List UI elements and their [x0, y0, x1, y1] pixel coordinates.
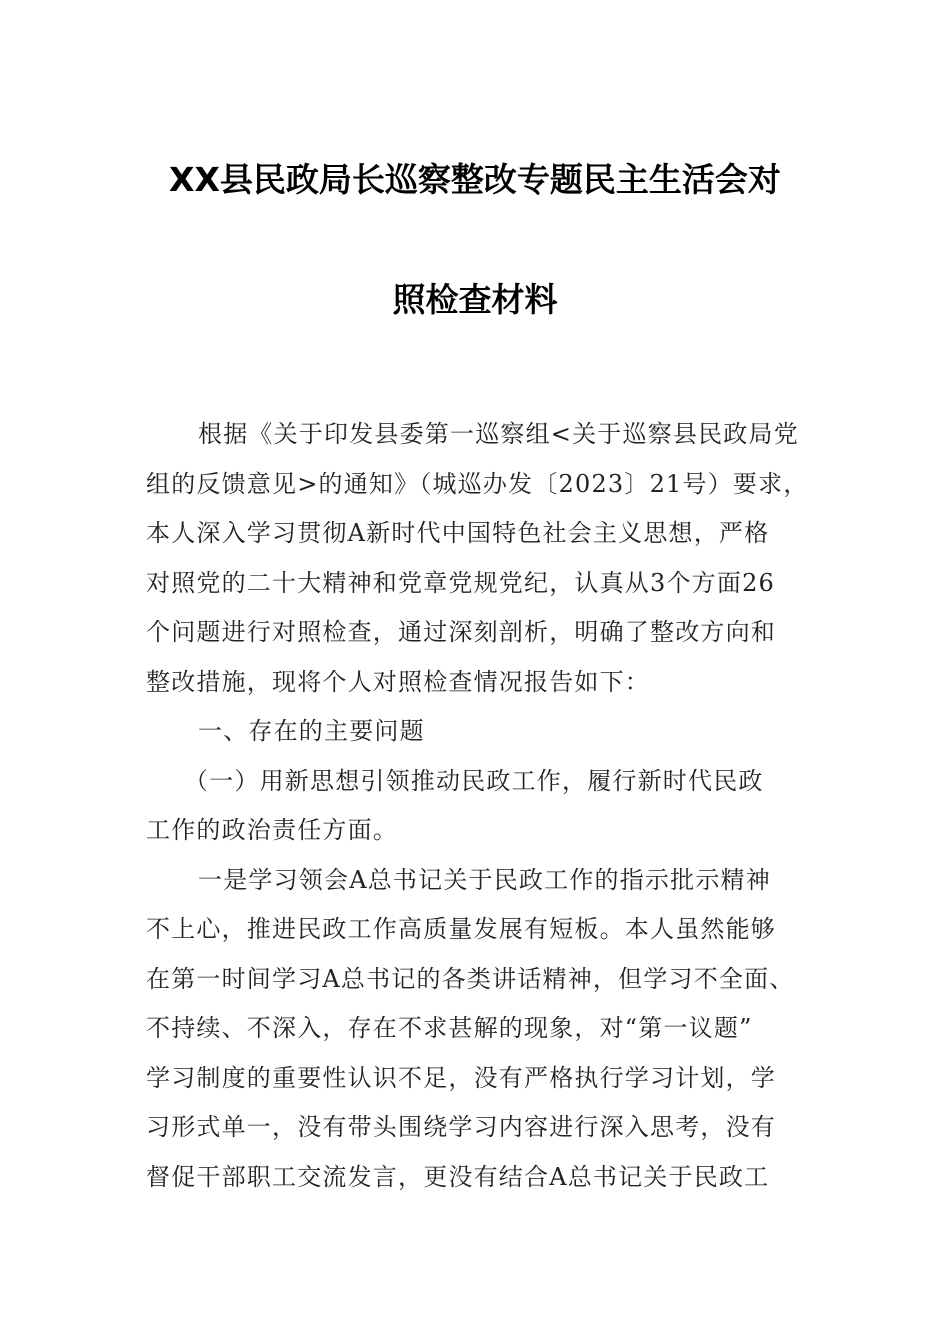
paragraph-line: 不持续、不深入，存在不求甚解的现象，对“第一议题”	[146, 1014, 753, 1042]
paragraph-line: 习形式单一，没有带头围绕学习内容进行深入思考，没有	[146, 1113, 776, 1141]
paragraph-line: 督促干部职工交流发言，更没有结合A总书记关于民政工	[146, 1162, 770, 1191]
paragraph-line: 整改措施，现将个人对照检查情况报告如下：	[146, 667, 650, 696]
paragraph-line: 根据《关于印发县委第一巡察组<关于巡察县民政局党	[198, 420, 799, 448]
section-heading: 一、存在的主要问题	[198, 717, 425, 745]
paragraph-line: 本人深入学习贯彻A新时代中国特色社会主义思想，严格	[146, 519, 770, 547]
paragraph-line: 对照党的二十大精神和党章党规党纪，认真从3个方面26	[146, 568, 776, 597]
document-body	[146, 410, 816, 1202]
paragraph-line: 学习制度的重要性认识不足，没有严格执行学习计划，学	[146, 1063, 776, 1092]
paragraph-line: 不上心，推进民政工作高质量发展有短板。本人虽然能够	[146, 915, 776, 943]
subsection-heading: （一）用新思想引领推动民政工作，履行新时代民政	[184, 766, 764, 795]
document-title-line-1: XX县民政局长巡察整改专题民主生活会对	[169, 160, 781, 199]
paragraph-line: 组的反馈意见>的通知》（城巡办发〔2023〕21号）要求，	[146, 469, 809, 498]
paragraph-line: 一是学习领会A总书记关于民政工作的指示批示精神	[198, 865, 771, 894]
subsection-heading-continued: 工作的政治责任方面。	[146, 816, 398, 844]
document-title-line-2: 照检查材料	[392, 280, 558, 319]
paragraph-line: 在第一时间学习A总书记的各类讲话精神，但学习不全面、	[146, 964, 795, 993]
paragraph-line: 个问题进行对照检查，通过深刻剖析，明确了整改方向和	[146, 618, 776, 646]
